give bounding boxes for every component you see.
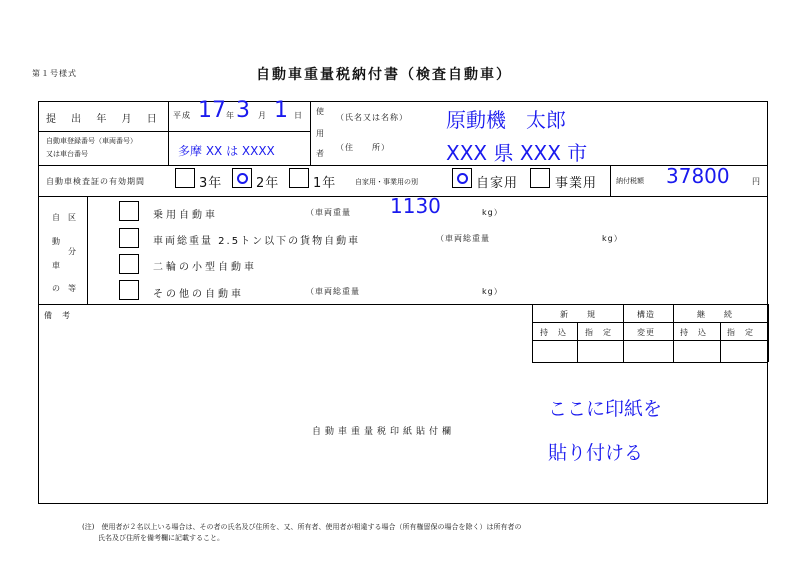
address-value[interactable]: XXX 県 XXX 市 <box>446 141 588 165</box>
private-use-label: 自家用 <box>476 176 519 191</box>
period-2-label: 2年 <box>256 176 280 191</box>
category-label-dou: 動 <box>52 237 61 246</box>
user-label-2: 用 <box>316 129 325 138</box>
usage-type-label: 自家用・事業用の別 <box>355 178 418 186</box>
form-number: 第１号様式 <box>32 69 77 78</box>
name-hint: （氏名又は名称） <box>336 113 408 122</box>
category-label-ku: 区 <box>68 213 77 222</box>
category-checkbox-other[interactable] <box>119 280 139 300</box>
vehicle-weight-unit: kg） <box>482 208 503 217</box>
stamp-area-label: 自動車重量税印紙貼付欄 <box>312 427 456 437</box>
year-value[interactable]: 17 <box>198 98 226 123</box>
business-use-checkbox[interactable] <box>530 168 550 188</box>
tax-amount-label: 納付税額 <box>616 177 644 185</box>
month-suffix: 月 <box>258 111 267 120</box>
year-suffix: 年 <box>226 111 235 120</box>
period-3-label: 3年 <box>199 176 223 191</box>
form-frame <box>38 101 768 504</box>
cargo-weight-unit: kg） <box>602 234 623 243</box>
user-name-value[interactable]: 原動機 太郎 <box>446 108 566 132</box>
day-suffix: 日 <box>294 111 303 120</box>
vehicle-weight-label: （車両重量 <box>306 208 351 217</box>
notes-label: 備 考 <box>44 311 71 320</box>
category-checkbox-motorcycle[interactable] <box>119 254 139 274</box>
other-weight-label: （車両総重量 <box>306 287 360 296</box>
vehicle-weight-value[interactable]: 1130 <box>390 194 441 218</box>
other-weight-unit: kg） <box>482 287 503 296</box>
reg-number-label-2: 又は車台番号 <box>46 150 88 158</box>
stamp-instruction-1: ここに印紙を <box>548 398 663 420</box>
stamp-instruction-2: 貼り付ける <box>548 442 644 464</box>
footer-note-2: 氏名及び住所を備考欄に記載すること。 <box>98 534 224 542</box>
validity-label: 自動車検査証の有効期間 <box>46 177 145 186</box>
change-label: 変更 <box>637 328 655 337</box>
new-label: 新 規 <box>560 310 596 319</box>
new-designated-label: 指 定 <box>585 328 612 337</box>
heisei-label: 平成 <box>173 111 191 120</box>
yen-label: 円 <box>752 177 761 186</box>
category-label-tou: 等 <box>68 284 77 293</box>
category-name-other: その他の自動車 <box>153 289 244 300</box>
category-label-bun: 分 <box>68 247 77 256</box>
category-name-cargo: 車両総重量 2.5トン以下の貨物自動車 <box>153 236 361 247</box>
footer-note-1: (注) 使用者が２名以上いる場合は、その者の氏名及び住所を、又、所有者、使用者が相違する場合（所有権留保の場合を除く）は所有者の <box>82 523 522 531</box>
cargo-weight-label: （車両総重量 <box>436 234 490 243</box>
user-label-3: 者 <box>316 149 325 158</box>
form-title: 自動車重量税納付書（検査自動車） <box>256 67 512 83</box>
tax-amount-value[interactable]: 37800 <box>666 164 730 188</box>
reg-number-value[interactable]: 多摩 XX は XXXX <box>178 144 275 158</box>
private-use-check-mark <box>457 173 468 184</box>
business-use-label: 事業用 <box>555 176 598 191</box>
category-name-motorcycle: 二輪の小型自動車 <box>153 262 257 273</box>
user-label-1: 使 <box>316 107 325 116</box>
category-label-no: の <box>52 284 61 293</box>
submit-date-label: 提 出 年 月 日 <box>46 114 163 125</box>
continuation-label: 継 続 <box>697 310 733 319</box>
category-checkbox-cargo[interactable] <box>119 228 139 248</box>
period-1-label: 1年 <box>313 176 337 191</box>
reg-number-label-1: 自動車登録番号（車両番号） <box>46 137 137 145</box>
category-label-ji: 自 <box>52 213 61 222</box>
category-label-sha: 車 <box>52 261 61 270</box>
structure-label: 構造 <box>637 310 655 319</box>
category-checkbox-passenger[interactable] <box>119 201 139 221</box>
period-3-checkbox[interactable] <box>175 168 195 188</box>
address-hint: （住 所） <box>336 143 390 152</box>
month-value[interactable]: 3 <box>236 98 250 123</box>
category-name-passenger: 乗用自動車 <box>153 210 218 221</box>
new-bring-in-label: 持 込 <box>540 328 567 337</box>
cont-bring-in-label: 持 込 <box>680 328 707 337</box>
period-1-checkbox[interactable] <box>289 168 309 188</box>
day-value[interactable]: 1 <box>274 98 288 123</box>
period-2-check-mark <box>237 173 248 184</box>
cont-designated-label: 指 定 <box>727 328 754 337</box>
